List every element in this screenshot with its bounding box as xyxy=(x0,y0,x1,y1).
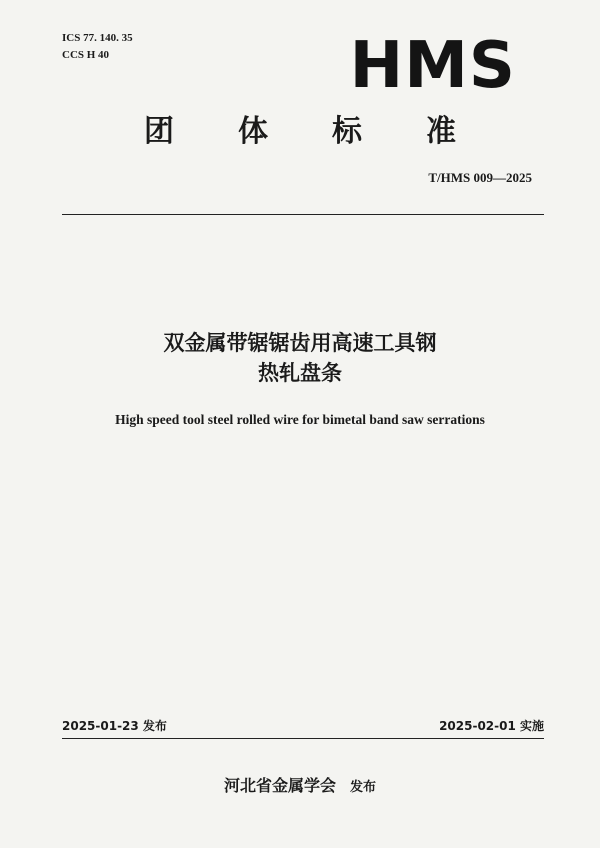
implementation-date: 2025-02-01 实施 xyxy=(439,719,544,733)
ccs-code: CCS H 40 xyxy=(62,49,110,61)
ics-code: ICS 77. 140. 35 xyxy=(62,32,133,44)
release-date: 2025-01-23 发布 xyxy=(62,719,167,733)
issuer xyxy=(0,773,600,796)
english-title: High speed tool steel rolled wire for bimetal band saw serrations xyxy=(115,412,485,427)
standard-number: T/HMS 009—2025 xyxy=(428,170,532,185)
bottom-divider xyxy=(62,738,544,739)
chinese-title xyxy=(0,328,600,388)
classification-codes xyxy=(62,30,133,64)
top-divider xyxy=(62,214,544,215)
chinese-title-line-1: 双金属带锯锯齿用高速工具钢 xyxy=(163,331,437,355)
chinese-title-line-2: 热轧盘条 xyxy=(258,361,342,385)
issuer-suffix: 发布 xyxy=(350,780,377,795)
issuer-name: 河北省金属学会 xyxy=(223,776,336,795)
organization-standard-heading: 团体标准 xyxy=(144,114,520,149)
hms-logo: HMS xyxy=(349,29,516,103)
